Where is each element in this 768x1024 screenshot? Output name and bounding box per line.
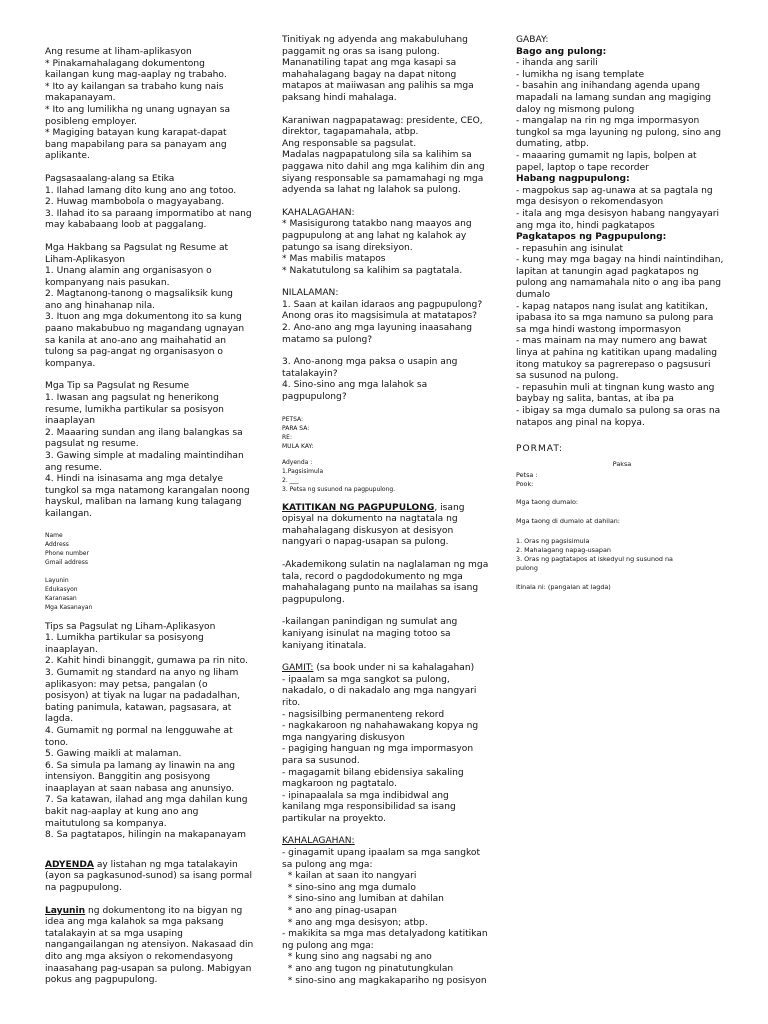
text-line: ng pulong ang mga: (282, 940, 374, 951)
adyenda-sample (282, 458, 494, 494)
nilalaman-title: NILALAMAN: (282, 288, 339, 299)
pormat-item: 1. Oras ng pagsisimula (516, 536, 590, 545)
text-line: tatalakayin? (282, 368, 338, 379)
text-line: * Magiging batayan kung karapat-dapat (45, 128, 227, 139)
resume-field: Karanasan (45, 594, 77, 602)
text-line: 3. Gumamit ng standard na anyo ng liham (45, 667, 239, 678)
hakbang-list (45, 266, 260, 370)
text-line: * kailan at saan ito nangyari (282, 871, 417, 882)
text-line: sa pulong ang mga: (282, 859, 373, 870)
hakbang-title-line: Mga Hakbang sa Pagsulat ng Resume at (45, 242, 229, 253)
resume-field: Phone number (45, 549, 89, 557)
text-line: mga nangyaring diskusyon (282, 732, 405, 743)
text-line: 8. Sa pagtatapos, hilingin na makapanayam (45, 830, 246, 841)
resume-field: Mga Kasanayan (45, 603, 93, 611)
resume-description (45, 59, 260, 163)
text-line: natapos ang pinal na kopya. (516, 417, 645, 428)
text-line: Anong oras ito magsisimula at matatapos? (282, 311, 478, 322)
text-line: baybay ng salita, bantas, at iba pa (516, 394, 674, 405)
text-line: kaniyang itinatala. (282, 640, 367, 651)
text-line: bang mapabilang para sa panayam ang (45, 139, 227, 150)
text-line: 2. Magtanong-tanong o magsaliksik kung (45, 289, 233, 300)
text-line: Mananatiling tapat ang mga kasapi sa (282, 58, 457, 69)
pormat-paksa: Paksa (612, 459, 632, 468)
text-line: daloy ng mismong pulong (516, 104, 635, 115)
text-line: - nagkakaroon ng nahahawakang kopya ng (282, 721, 479, 732)
layunin-definition (45, 917, 260, 987)
text-line: - pagiging hanguan ng mga impormasyon (282, 744, 474, 755)
text-line: papel, laptop o tape recorder (516, 162, 649, 173)
text-line: - mangalap na rin ng mga impormasyon (516, 116, 700, 127)
kahalagahan2-title: KAHALAGAHAN: (282, 836, 355, 847)
text-line: ano ang hinahanap nila. (45, 300, 156, 311)
habang-title: Habang nagpupulong: (516, 174, 630, 185)
pagkatapos-list (516, 244, 728, 430)
text-line: - repasuhin ang isinulat (516, 243, 624, 254)
text-line: ang mga ito, hindi pagkatapos (516, 220, 655, 231)
resume-field: Name (45, 531, 63, 539)
text-line: 3. Ituon ang mga dokumentong ito sa kung (45, 312, 242, 323)
text-line: 2. Huwag mambobola o magyayabang. (45, 197, 225, 208)
text-line: 3. Gawing simple at madaling maintindihan (45, 451, 244, 461)
text-line: tungkol sa mga natamong karangalan noong (45, 485, 250, 496)
text-line: 7. Sa katawan, ilahad ang mga dahilan kung (45, 795, 248, 806)
text-line: - kung may mga bagay na hindi naintindihan, (516, 255, 724, 266)
text-line: 4. Sino-sino ang mga lalahok sa (282, 380, 428, 391)
pormat-petsa: Petsa : (516, 470, 538, 479)
text-line: 4. Gumamit ng pormal na lengguwahe at (45, 725, 233, 736)
text-line: lapitan at tanungin agad pagkatapos ng (516, 266, 699, 277)
text-line: * ano ang mga desisyon; atbp. (282, 917, 428, 928)
text-line: nangyari o napag-usapan sa pulong. (282, 537, 449, 548)
text-line: hayskul, maliban na lamang kung talagang (45, 497, 242, 508)
text-line: paggawa nito dahil ang mga kalihim din ang (282, 161, 485, 172)
adyenda-sample-line: Adyenda : (282, 458, 313, 466)
text-line: tatalakayin at sa mga usaping (45, 928, 183, 939)
text-line: - basahin ang inihandang agenda upang (516, 81, 701, 92)
text-line: adyenda sa lahat ng lalahok sa pulong. (282, 185, 461, 196)
text-line: 2. Maaaring sundan ang ilang balangkas sa (45, 427, 243, 438)
etika-title: Pagsasaalang-alang sa Etika (45, 173, 175, 184)
pormat-item: 2. Mahalagang napag-usapan (516, 546, 611, 554)
text-line: * sino-sino ang mga dumalo (282, 882, 416, 893)
text-line: 2. Ano-ano ang mga layuning inaasahang (282, 323, 473, 334)
memo-field: PARA SA: (282, 424, 310, 432)
hakbang-title (45, 243, 260, 266)
text-line: bating panimula, katawan, pagsasara, at (45, 702, 232, 713)
pormat-item: 3. Oras ng pagtatapos at iskedyul ng susunod na (516, 555, 673, 564)
text-line: intensiyon. Banggitin ang posisyong (45, 772, 211, 783)
gabay-title: GABAY: (516, 35, 549, 45)
text-line: posisyon) at tiyak na lugar na padadalhan, (45, 691, 240, 702)
text-line: 1. Lumikha partikular sa posisyong (45, 633, 204, 644)
pormat-pook: Pook: (516, 480, 534, 489)
tip-resume-title: Mga Tip sa Pagsulat ng Resume (45, 381, 190, 392)
text-line: - mas mainam na may numero ang bawat (516, 336, 708, 347)
adyenda-responsable (282, 116, 494, 197)
text-line: 1. Iwasan ang pagsulat ng henerikong (45, 393, 219, 404)
text-line: 6. Sa simula pa lamang ay linawin na ang (45, 760, 236, 771)
text-line: - ihanda ang sarili (516, 58, 598, 69)
text-line: ipabasa ito sa mga namuno sa pulong para (516, 313, 714, 324)
bago-list (516, 58, 728, 174)
text-line: 1. Saan at kailan idaraos ang pagpupulong? (282, 299, 483, 310)
text-line: * ano ang pinag-usapan (282, 906, 397, 917)
text-line: resume, lumikha partikular sa posisyon (45, 404, 224, 415)
text-line: * Masisigurong tatakbo nang maayos ang (282, 219, 472, 230)
text-line: 3. Ano-anong mga paksa o usapin ang (282, 357, 458, 368)
text-line: mahahalagang punto na mailahas sa isang (282, 583, 479, 594)
memo-fields (282, 415, 494, 451)
tips-liham-list (45, 633, 260, 842)
text-line: * Mas mabilis matapos (282, 254, 386, 265)
text-line: linya at pahina ng katitikan upang madaling (516, 348, 718, 359)
text-line: sa kanila at ano-ano ang maihahatid an (45, 335, 227, 346)
adyenda-term: ADYENDA (45, 859, 94, 870)
text-line: kailangan. (45, 508, 93, 519)
text-line: pokus ang pagpupulong. (45, 975, 158, 986)
text-line: kompanya. (45, 358, 96, 369)
text-line: * ano ang tugon ng pinatutungkulan (282, 964, 454, 974)
text-line: - magpokus sap ag-unawa at sa pagtala ng (516, 185, 713, 196)
text-line: makapanayam. (45, 93, 116, 104)
text-line: - kapag natapos nang isulat ang katitikan, (516, 301, 708, 312)
text-line: - magagamit bilang ebidensiya sakaling (282, 767, 464, 778)
text-line: - ipaalam sa mga sangkot sa pulong, (282, 674, 450, 685)
text-line: mapadali na lamang sundan ang magiging (516, 92, 712, 103)
adyenda-first-rest: ay listahan ng mga tatalakayin (93, 859, 238, 870)
text-line: ang resume. (45, 462, 102, 473)
layunin-term: Layunin (45, 905, 86, 916)
text-line: inaaplayan at saan nabasa ang anunsiyo. (45, 783, 235, 794)
text-line: (ayon sa pagkasunod-sunod) sa isang pormal (45, 871, 252, 882)
text-line: tono. (45, 737, 69, 748)
text-line: nakadalo, o di nakadalo ang mga nangyari (282, 686, 477, 697)
text-line: inaaplayan. (45, 644, 98, 655)
text-line: - repasuhin muli at tingnan kung wasto ang (516, 382, 715, 393)
text-line: paksang hindi mahalaga. (282, 92, 397, 103)
tip-resume-list (45, 393, 260, 521)
layunin-first-rest: ng dokumentong ito na bigyan ng (85, 905, 243, 916)
text-line: inaaplayan (45, 416, 96, 427)
resume-field: Edukasyon (45, 585, 78, 593)
text-line: 5. Gawing maikli at malaman. (45, 749, 182, 760)
text-line: dito ang mga aksiyon o rekomendasyong (45, 952, 233, 962)
text-line: - ginagamit upang ipaalam sa mga sangkot (282, 848, 481, 859)
text-line: inaasahang pag-usapan sa pulong. Mabigyan (45, 963, 252, 974)
text-line: * Nakatutulong sa kalihim sa pagtatala. (282, 265, 463, 276)
text-line: opisyal na dokumento na nagtatala ng (282, 514, 458, 525)
katitikan-term: KATITIKAN NG PAGPUPULONG (282, 502, 435, 513)
text-line: Madalas nagpapatulong sila sa kalihim sa (282, 150, 472, 161)
text-line: sa mga hindi wastong impormasyon (516, 324, 682, 335)
text-line: * kung sino ang nagsabi ng ano (282, 952, 432, 963)
resume-fields-sections (45, 576, 260, 612)
resume-field: Layunin (45, 576, 69, 584)
text-line: pagsulat ng resume. (45, 439, 139, 450)
katitikan-definition-first (282, 503, 494, 515)
text-line: Karaniwan nagpapatawag: presidente, CEO, (282, 115, 483, 126)
kahalagahan1-list (282, 219, 494, 277)
text-line: tala, record o pagdodokumento ng mga (282, 571, 463, 582)
text-line: mga desisyon o rekomendasyon (516, 197, 664, 208)
text-line: kailangan kung mag-aaplay ng trabaho. (45, 70, 227, 81)
katitikan-akademiko (282, 560, 494, 606)
text-line: * Pinakamahalagang dokumentong (45, 58, 205, 69)
text-line: mahahalagang diskusyon at desisyon (282, 525, 454, 536)
text-line: aplikante. (45, 151, 90, 162)
text-line: -kailangan panindigan ng sumulat ang (282, 617, 458, 628)
text-line: tungkol sa mga layuning ng pulong, sino ang (516, 127, 722, 138)
text-line: bakit nag-aaplay at kung ano ang (45, 807, 199, 818)
kahalagahan1-title: KAHALAGAHAN: (282, 207, 355, 218)
adyenda-sample-line: 2. ___ (282, 476, 299, 484)
text-line: - itala ang mga desisyon habang nangyayari (516, 208, 720, 219)
pagkatapos-title: Pagkatapos ng Pagpupulong: (516, 232, 667, 243)
text-line: Tinitiyak ng adyenda ang makabuluhang (282, 35, 468, 45)
text-line: pagpupulong. (282, 594, 345, 605)
text-line: * sino-sino ang lumiban at dahilan (282, 894, 444, 905)
text-line: patungo sa isang direksiyon. (282, 242, 413, 253)
resume-field: Gmail address (45, 558, 88, 566)
pormat-title: PORMAT: (516, 444, 563, 455)
text-line: pulong ang namamahala nito o ang iba pang (516, 278, 721, 289)
tips-liham-title: Tips sa Pagsulat ng Liham-Aplikasyon (45, 621, 216, 632)
text-line: siyang responsable sa pamamahagi ng mga (282, 173, 484, 184)
kahalagahan2-list (282, 848, 494, 987)
text-line: - lumikha ng isang template (516, 69, 645, 80)
katitikan-panindigan (282, 617, 494, 652)
text-line: kompanyang nais pasukan. (45, 277, 170, 288)
text-line: dumating, atbp. (516, 139, 589, 150)
text-line: * sino-sino ang magkakapariho ng posisyon (282, 975, 487, 986)
text-line: - makikita sa mga mas detalyadong katitikan (282, 929, 488, 940)
text-line: Ang responsable sa pagsulat. (282, 138, 417, 149)
etika-list (45, 186, 260, 232)
text-line: - nagsisilbing permanenteng rekord (282, 709, 445, 720)
text-line: idea ang mga kalahok sa mga paksang (45, 917, 224, 928)
text-line: lagda. (45, 714, 74, 725)
text-line: dumalo (516, 290, 551, 301)
text-line: tulong sa pag-angat ng organisasyon o (45, 347, 223, 358)
memo-field: RE: (282, 433, 292, 441)
text-line: paggamit ng oras sa isang pulong. (282, 46, 440, 57)
text-line: sa susunod na pulong. (516, 371, 619, 382)
text-line: 1. Unang alamin ang organisasyon o (45, 266, 212, 277)
gamit-first (282, 663, 494, 675)
hakbang-title-line: Liham-Aplikasyon (45, 254, 126, 265)
adyenda-sample-line: 3. Petsa ng susunod na pagpupulong. (282, 485, 396, 493)
text-line: 4. Hindi na isinasama ang mga detalye (45, 474, 223, 485)
memo-field: MULA KAY: (282, 442, 314, 450)
text-line: * Ito ay kailangan sa trabaho kung nais (45, 81, 224, 92)
text-line: maitutulong sa kompanya. (45, 818, 167, 829)
text-line: para sa susunod. (282, 755, 360, 766)
text-line: 1. Ilahad lamang dito kung ano ang totoo. (45, 185, 237, 196)
text-line: -Akademikong sulatin na naglalaman ng mga (282, 560, 489, 570)
resume-field: Address (45, 540, 69, 548)
column-left (45, 47, 260, 987)
text-line: rito. (282, 697, 301, 708)
resume-fields-contact (45, 531, 260, 567)
text-line: kaniyang isinulat na maging totoo sa (282, 628, 451, 639)
adyenda-definition-first (45, 860, 260, 872)
adyenda-intro (282, 35, 494, 105)
pormat-itinala: Itinala ni: (pangalan at lagda) (516, 582, 611, 591)
text-line: - ibigay sa mga dumalo sa pulong sa oras na (516, 406, 721, 416)
layunin-definition-first (45, 906, 260, 918)
pormat-dumalo: Mga taong dumalo: (516, 498, 579, 507)
nilalaman-list-a (282, 300, 494, 346)
text-line: direktor, tagapamahala, atbp. (282, 127, 419, 138)
pormat-items (516, 537, 728, 574)
text-line: aplikasyon: may petsa, pangalan (o (45, 679, 208, 690)
resume-title: Ang resume at liham-aplikasyon (45, 47, 192, 57)
katitikan-definition (282, 514, 494, 549)
text-line: nangangailangan ng atensiyon. Nakasaad din (45, 940, 254, 951)
text-line: 2. Kahit hindi binanggit, gumawa pa rin nito. (45, 656, 248, 667)
memo-field: PETSA: (282, 415, 304, 423)
gamit-first-rest: (sa book under ni sa kahalagahan) (313, 663, 475, 674)
katitikan-first-rest: , isang (434, 502, 465, 513)
gamit-title: GAMIT: (282, 663, 314, 674)
text-line: kanilang mga responsibilidad sa isang (282, 802, 456, 813)
text-line: magkaroon ng pagtatalo. (282, 779, 397, 790)
column-right (516, 35, 728, 592)
bago-title: Bago ang pulong: (516, 46, 607, 57)
text-line: pagpupulong? (282, 392, 347, 403)
text-line: pagpupulong at ang lahat ng kalahok ay (282, 230, 467, 241)
text-line: may kababaang loob at paggalang. (45, 220, 207, 231)
text-line: paano makabubuo ng magandang ugnayan (45, 324, 245, 335)
adyenda-sample-line: 1.Pagsisimula (282, 467, 324, 475)
text-line: partikular na proyekto. (282, 813, 386, 824)
text-line: * Ito ang lumilikha ng unang ugnayan sa (45, 104, 231, 115)
text-line: matapos at maiiwasan ang palihis sa mga (282, 81, 474, 92)
column-middle (282, 35, 494, 987)
text-line: na pagpupulong. (45, 883, 122, 894)
text-line: 3. Ilahad ito sa paraang impormatibo at nang (45, 208, 252, 219)
text-line: - ipinapaalala sa mga indibidwal ang (282, 790, 449, 801)
adyenda-definition (45, 871, 260, 894)
pormat-hindi-dumalo: Mga taong di dumalo at dahilan: (516, 516, 620, 525)
text-line: - maaaring gumamit ng lapis, bolpen at (516, 150, 697, 161)
habang-list (516, 186, 728, 232)
pormat-item: pulong (516, 564, 538, 573)
gamit-list (282, 675, 494, 826)
text-line: itong matukoy sa pagrerepaso o pagsusuri (516, 359, 711, 370)
text-line: posibleng employer. (45, 116, 138, 127)
text-line: matamo sa pulong? (282, 334, 373, 345)
text-line: mahahalagang bagay na dapat nitong (282, 69, 457, 80)
nilalaman-list-b (282, 357, 494, 403)
